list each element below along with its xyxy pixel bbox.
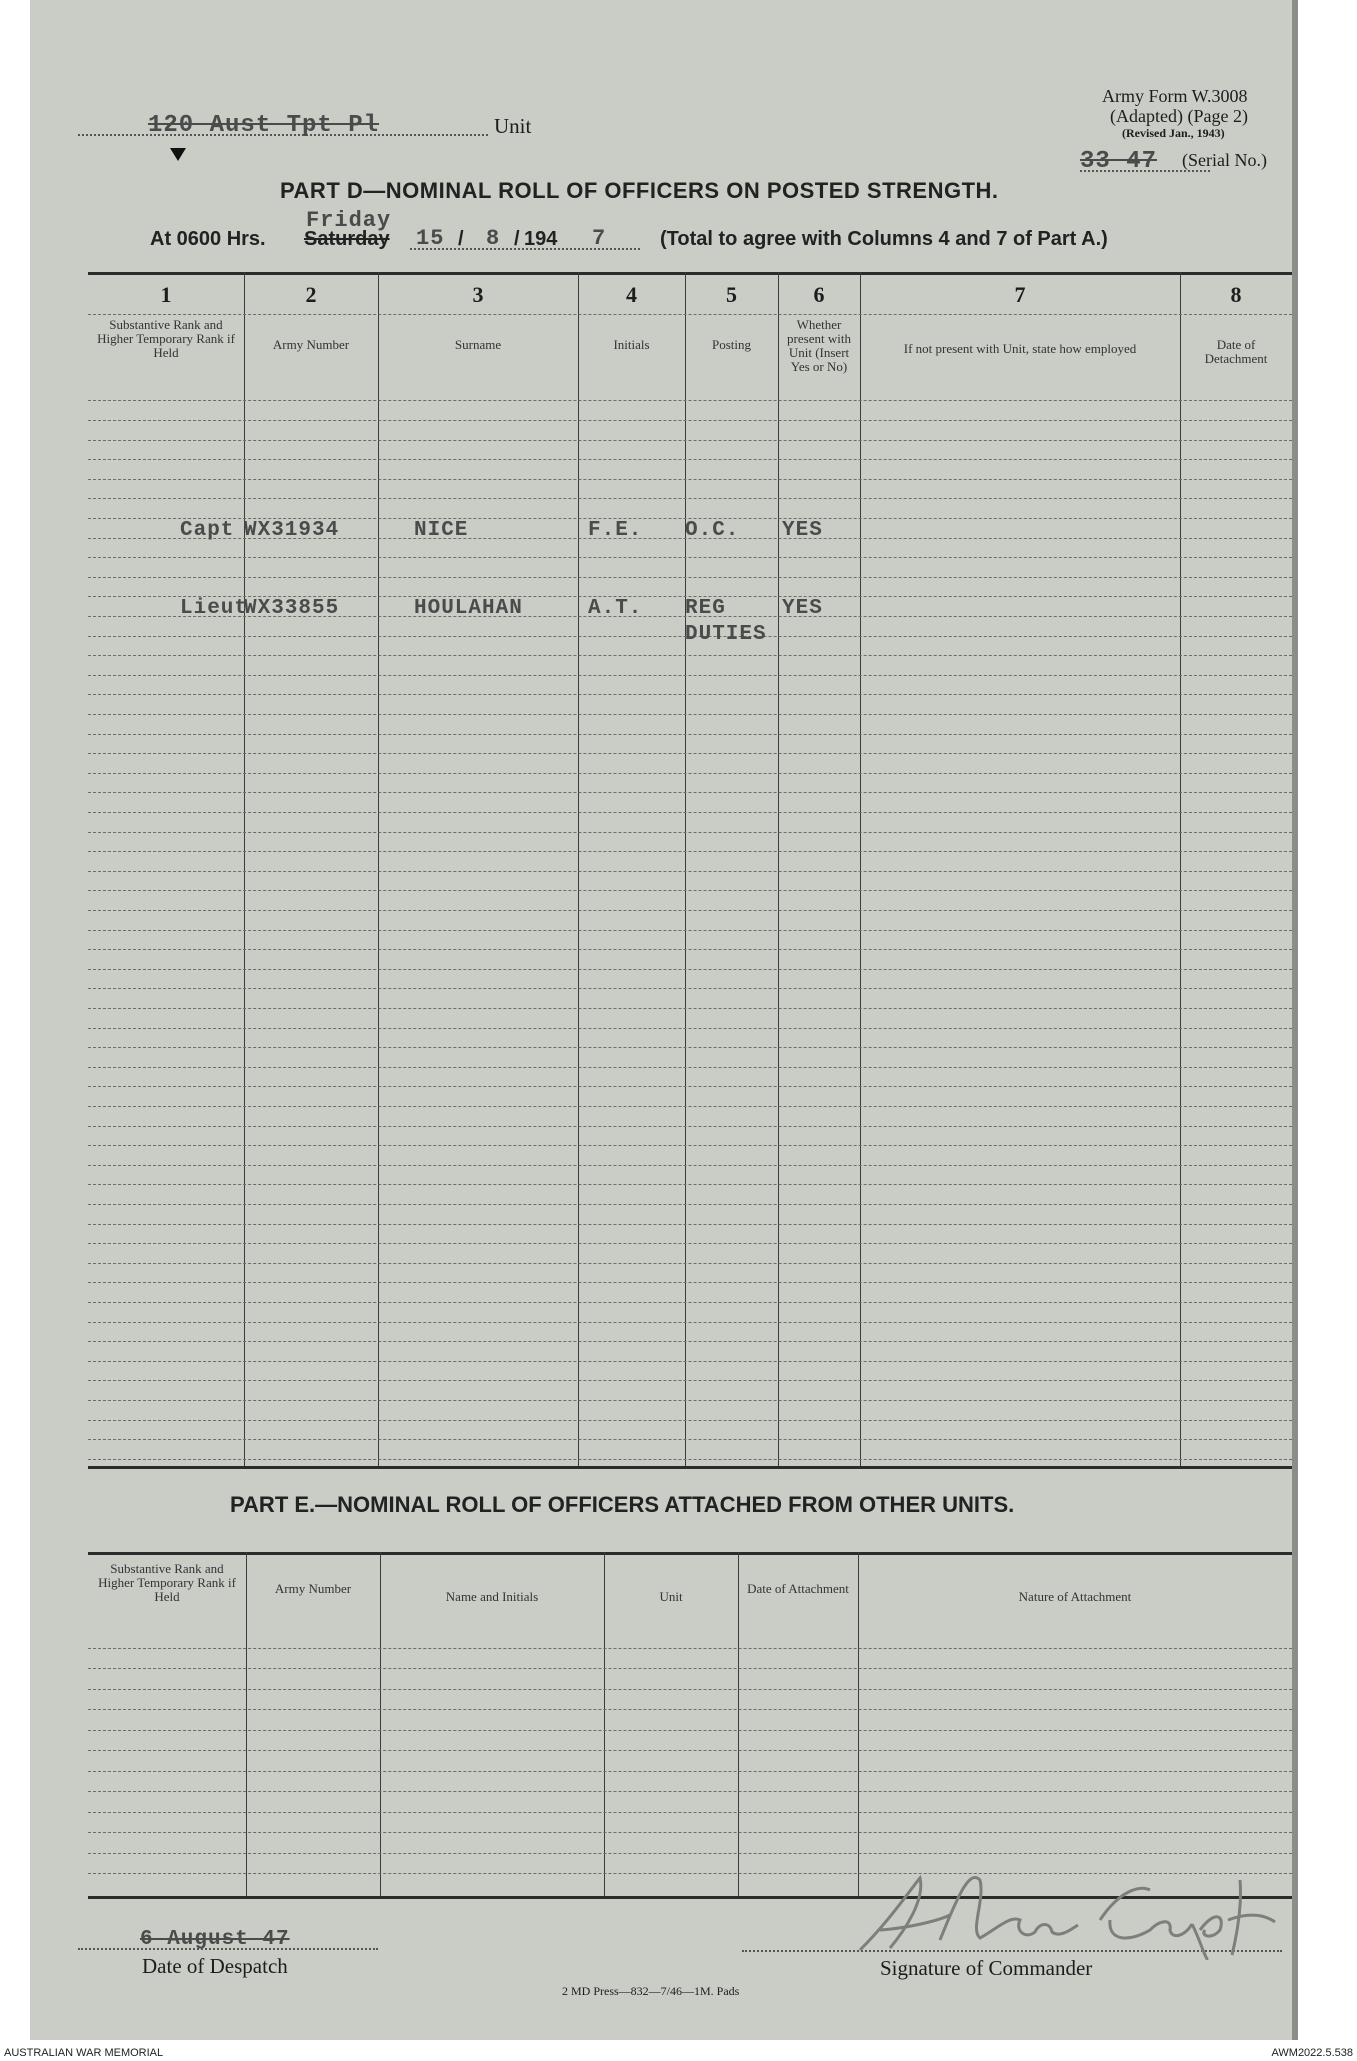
ruled-line (88, 1832, 1292, 1833)
column-header: Substantive Rank and Higher Temporary Rank if Held (97, 317, 235, 360)
ruled-line (88, 1750, 1292, 1751)
column-header: Surname (454, 337, 502, 352)
date-slash-2: / (514, 228, 520, 250)
column-divider (578, 272, 579, 1466)
column-header: If not present with Unit, state how employed (903, 341, 1137, 356)
ruled-line (88, 675, 1292, 676)
header-row-rule (88, 1648, 1292, 1649)
ruled-line (88, 930, 1292, 931)
column-divider (860, 272, 861, 1466)
ruled-line (88, 1145, 1292, 1146)
part-d-title: PART D—NOMINAL ROLL OF OFFICERS ON POSTED STRENGTH. (280, 178, 999, 203)
ruled-line (88, 498, 1292, 499)
ruled-line (88, 1341, 1292, 1342)
ruled-line (88, 1771, 1292, 1772)
ruled-line (88, 1106, 1292, 1107)
ruled-line (88, 1224, 1292, 1225)
ruled-line (88, 459, 1292, 460)
column-header: Army Number (272, 337, 350, 352)
total-note: (Total to agree with Columns 4 and 7 of Part A.) (660, 228, 1108, 250)
despatch-dotline (78, 1948, 378, 1950)
cell-posting: REG DUTIES (685, 597, 767, 646)
ruled-line (88, 1086, 1292, 1087)
cell-present: YES (782, 519, 823, 542)
column-header: Nature of Attachment (1018, 1589, 1132, 1604)
serial-label: (Serial No.) (1182, 150, 1267, 170)
ruled-line (88, 1420, 1292, 1421)
column-number: 8 (1230, 282, 1242, 307)
ruled-line (88, 792, 1292, 793)
ruled-line (88, 988, 1292, 989)
column-header: Substantive Rank and Higher Temporary Rank if Held (98, 1561, 236, 1604)
cell-surname: HOULAHAN (414, 597, 523, 620)
ruled-line (88, 1459, 1292, 1460)
ruled-line (88, 1008, 1292, 1009)
ruled-line (88, 1812, 1292, 1813)
column-header: Unit (659, 1589, 683, 1604)
column-header: Army Number (274, 1581, 352, 1596)
column-number: 4 (626, 282, 637, 307)
ruled-line (88, 557, 1292, 558)
arrow-mark-icon (170, 148, 186, 161)
paper-edge (1292, 0, 1298, 2040)
column-divider (244, 272, 245, 1466)
commander-signature (820, 1860, 1298, 1960)
column-divider (380, 1552, 381, 1896)
ruled-line (88, 1126, 1292, 1127)
ruled-line (88, 479, 1292, 480)
printer-note: 2 MD Press—832—7/46—1M. Pads (562, 1984, 740, 1998)
ruled-line (88, 577, 1292, 578)
column-divider (685, 272, 686, 1466)
cell-number: WX33855 (244, 597, 340, 620)
ruled-line (88, 1322, 1292, 1323)
column-divider (246, 1552, 247, 1896)
cell-rank: Lieut (180, 597, 249, 620)
ruled-line (88, 910, 1292, 911)
column-divider (378, 272, 379, 1466)
column-divider (778, 272, 779, 1466)
day-typed: Friday (306, 208, 392, 233)
ruled-line (88, 694, 1292, 695)
cell-present: YES (782, 597, 823, 620)
ruled-line (88, 871, 1292, 872)
date-year-printed: 194 (524, 228, 558, 250)
header-row-rule (88, 400, 1292, 401)
column-number: 5 (726, 282, 737, 307)
ruled-line (88, 655, 1292, 656)
form-adapted: (Adapted) (Page 2) (1110, 106, 1248, 126)
column-header: Initials (613, 337, 650, 352)
ruled-line (88, 1067, 1292, 1068)
table-top-rule (88, 1552, 1292, 1555)
unit-label: Unit (494, 114, 532, 138)
day-crossed: Saturday (304, 228, 390, 250)
ruled-line (88, 1165, 1292, 1166)
ruled-line (88, 1047, 1292, 1048)
ruled-line (88, 1263, 1292, 1264)
column-header: Date of Attachment (747, 1581, 849, 1596)
ruled-line (88, 851, 1292, 852)
ruled-line (88, 1853, 1292, 1854)
ruled-line (88, 1730, 1292, 1731)
form-revised: (Revised Jan., 1943) (1122, 126, 1225, 140)
column-header: Posting (711, 337, 751, 352)
despatch-value: 6 August 47 (140, 1928, 290, 1951)
date-month: 8 (486, 226, 501, 251)
cell-initials: F.E. (588, 519, 643, 542)
column-header: Whether present with Unit (Insert Yes or No) (787, 317, 851, 374)
table-top-rule (88, 272, 1292, 275)
signature-label: Signature of Commander (880, 1956, 1093, 1980)
cell-rank: Capt (180, 519, 235, 542)
form-sheet (30, 0, 1298, 2040)
date-slash-1: / (458, 228, 464, 250)
ruled-line (88, 753, 1292, 754)
date-year-typed: 7 (592, 226, 607, 251)
ruled-line (88, 1302, 1292, 1303)
ruled-line (88, 812, 1292, 813)
column-number: 7 (1014, 282, 1026, 307)
column-divider (738, 1552, 739, 1896)
ruled-line (88, 1400, 1292, 1401)
form-name: Army Form W.3008 (1102, 86, 1248, 106)
part-e-title: PART E.—NOMINAL ROLL OF OFFICERS ATTACHED FROM OTHER UNITS. (230, 1492, 1015, 1517)
serial-value: 33 47 (1080, 148, 1158, 175)
column-divider (604, 1552, 605, 1896)
ruled-line (88, 1204, 1292, 1205)
ruled-line (88, 1709, 1292, 1710)
ruled-line (88, 734, 1292, 735)
ruled-line (88, 1361, 1292, 1362)
ruled-line (88, 1243, 1292, 1244)
column-number: 1 (160, 282, 172, 307)
number-row-rule (88, 314, 1292, 315)
table-bottom-rule (88, 1466, 1292, 1469)
at-hours-label: At 0600 Hrs. (150, 228, 266, 250)
unit-value: 120 Aust Tpt Pl (148, 112, 380, 139)
column-header: Date of Detachment (1204, 337, 1268, 366)
column-divider (1180, 272, 1181, 1466)
ruled-line (88, 420, 1292, 421)
ruled-line (88, 1028, 1292, 1029)
cell-posting: O.C. (685, 519, 740, 542)
ruled-line (88, 969, 1292, 970)
column-divider (858, 1552, 859, 1896)
column-number: 3 (472, 282, 484, 307)
ruled-line (88, 440, 1292, 441)
ruled-line (88, 714, 1292, 715)
column-number: 6 (813, 282, 825, 307)
date-day: 15 (416, 226, 445, 251)
ruled-line (88, 1439, 1292, 1440)
ruled-line (88, 1668, 1292, 1669)
ruled-line (88, 832, 1292, 833)
ruled-line (88, 773, 1292, 774)
ruled-line (88, 1791, 1292, 1792)
ruled-line (88, 1282, 1292, 1283)
ruled-line (88, 949, 1292, 950)
ruled-line (88, 1689, 1292, 1690)
cell-initials: A.T. (588, 597, 643, 620)
cell-surname: NICE (414, 519, 469, 542)
column-number: 2 (305, 282, 317, 307)
despatch-label: Date of Despatch (142, 1954, 288, 1978)
column-header: Name and Initials (445, 1589, 539, 1604)
archive-right: AWM2022.5.538 (1271, 2047, 1353, 2059)
archive-footer (0, 2044, 1357, 2061)
ruled-line (88, 1380, 1292, 1381)
archive-left: AUSTRALIAN WAR MEMORIAL (4, 2047, 164, 2059)
ruled-line (88, 890, 1292, 891)
ruled-line (88, 1184, 1292, 1185)
cell-number: WX31934 (244, 519, 340, 542)
